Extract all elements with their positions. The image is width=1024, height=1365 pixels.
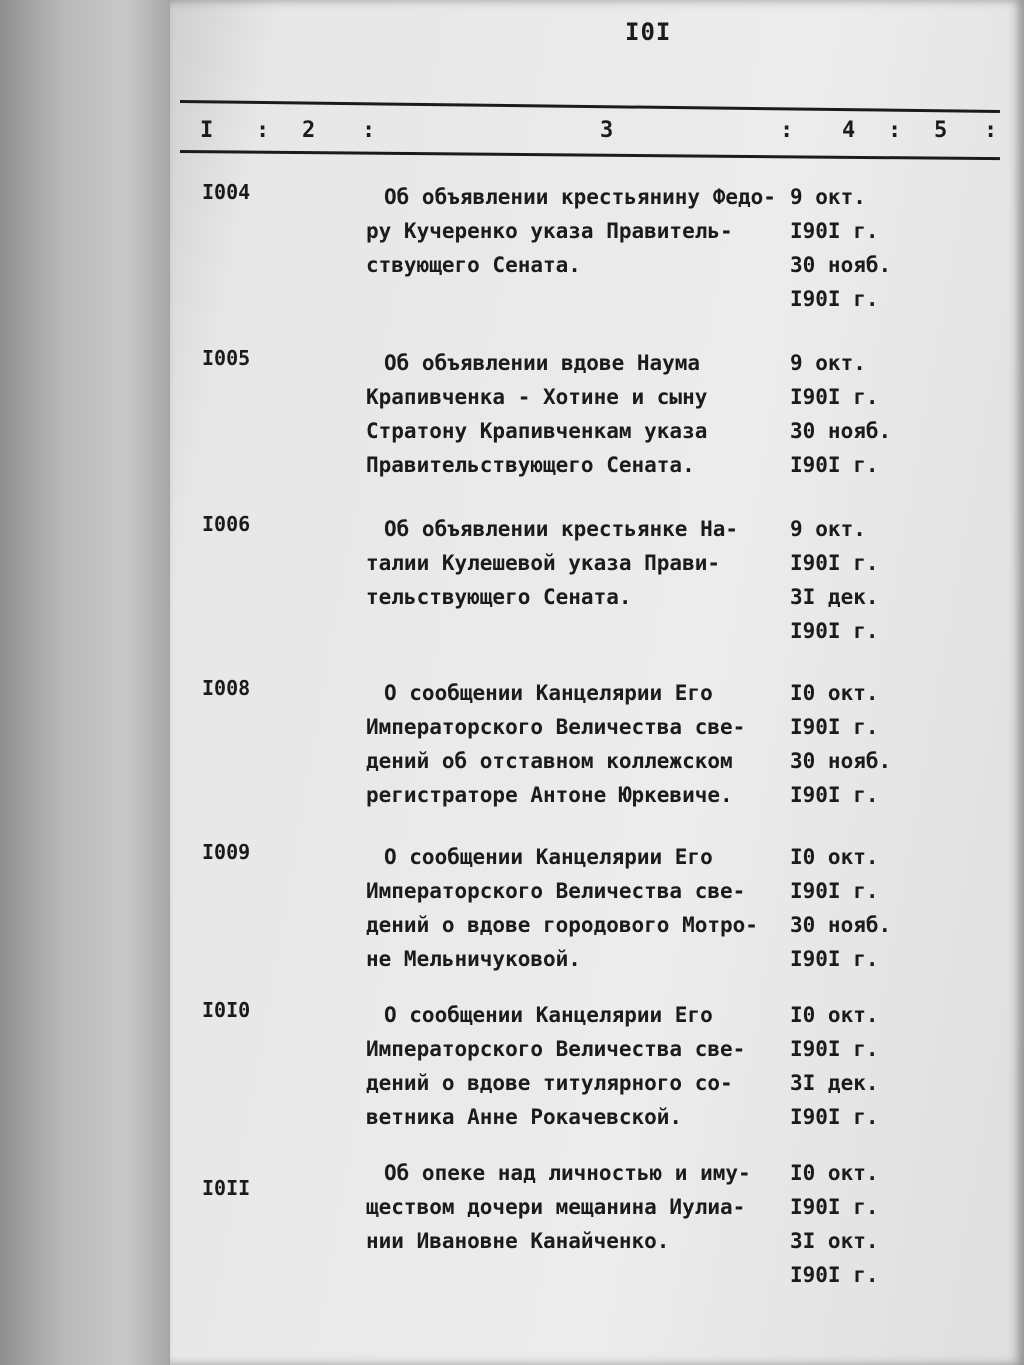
entry-dates [790, 998, 900, 1134]
date-line: I90I г. [790, 385, 879, 409]
date-line: 9 окт. [790, 517, 866, 541]
desc-line: Императорского Величества све- [366, 879, 746, 903]
entry-description [366, 512, 796, 614]
date-line: I0 окт. [790, 845, 879, 869]
desc-line: ствующего Сената. [366, 253, 581, 277]
entry-description [366, 676, 796, 812]
date-line: 30 нояб. [790, 749, 892, 773]
date-line: I90I г. [790, 783, 879, 807]
desc-line: ществом дочери мещанина Иулиа- [366, 1195, 746, 1219]
entry-number: I009 [202, 840, 251, 864]
desc-line: ру Кучеренко указа Правитель- [366, 219, 733, 243]
left-page-edge [0, 0, 180, 1365]
desc-line: ветника Анне Рокачевской. [366, 1105, 683, 1129]
entry-description [366, 346, 796, 482]
date-line: I0 окт. [790, 681, 879, 705]
desc-line: талии Кулешевой указа Прави- [366, 551, 721, 575]
date-line: 30 нояб. [790, 253, 892, 277]
desc-line: Императорского Величества све- [366, 715, 746, 739]
desc-line: О сообщении Канцелярии Его [384, 1003, 713, 1027]
date-line: I90I г. [790, 619, 879, 643]
entry-dates [790, 676, 900, 812]
header-col-2: 2 [302, 118, 316, 143]
desc-line: Крапивченка - Хотине и сыну [366, 385, 708, 409]
entry-number: I0I0 [202, 998, 251, 1022]
desc-line: Об объявлении крестьянке На- [384, 517, 739, 541]
header-col-1: I [200, 118, 214, 143]
desc-line: не Мельничуковой. [366, 947, 581, 971]
document-page [170, 0, 1024, 1365]
date-line: 3I дек. [790, 585, 879, 609]
entry-description [366, 840, 796, 976]
date-line: 9 окт. [790, 185, 866, 209]
date-line: I90I г. [790, 551, 879, 575]
date-line: I90I г. [790, 1105, 879, 1129]
header-sep: : [362, 118, 376, 143]
entry-number: I0II [202, 1176, 251, 1200]
date-line: I0 окт. [790, 1003, 879, 1027]
desc-line: дений об отставном коллежском [366, 749, 733, 773]
entry-description [366, 998, 796, 1134]
date-line: I90I г. [790, 947, 879, 971]
header-sep: : [256, 118, 270, 143]
header-col-4: 4 [842, 118, 856, 143]
entry-dates [790, 512, 900, 648]
date-line: I90I г. [790, 1037, 879, 1061]
header-rule-top [180, 100, 1000, 113]
date-line: I90I г. [790, 715, 879, 739]
header-rule-bottom [180, 150, 1000, 160]
date-line: I0 окт. [790, 1161, 879, 1185]
date-line: I90I г. [790, 1263, 879, 1287]
date-line: I90I г. [790, 879, 879, 903]
date-line: 3I дек. [790, 1071, 879, 1095]
desc-line: О сообщении Канцелярии Его [384, 681, 713, 705]
desc-line: нии Ивановне Канайченко. [366, 1229, 670, 1253]
date-line: 9 окт. [790, 351, 866, 375]
desc-line: Императорского Величества све- [366, 1037, 746, 1061]
header-sep: : [984, 118, 998, 143]
header-col-3: 3 [600, 118, 614, 143]
date-line: I90I г. [790, 1195, 879, 1219]
page-number: I0I [625, 18, 672, 46]
date-line: I90I г. [790, 287, 879, 311]
header-sep: : [888, 118, 902, 143]
date-line: 30 нояб. [790, 913, 892, 937]
entry-dates [790, 1156, 900, 1292]
entry-dates [790, 346, 900, 482]
desc-line: тельствующего Сената. [366, 585, 632, 609]
entry-dates [790, 180, 900, 316]
entry-number: I006 [202, 512, 251, 536]
entry-description [366, 1156, 796, 1258]
date-line: 30 нояб. [790, 419, 892, 443]
header-col-5: 5 [934, 118, 948, 143]
desc-line: Стратону Крапивченкам указа [366, 419, 708, 443]
entry-description [366, 180, 796, 282]
desc-line: Об объявлении крестьянину Федо- [384, 185, 776, 209]
desc-line: регистраторе Антоне Юркевиче. [366, 783, 733, 807]
entry-number: I005 [202, 346, 251, 370]
desc-line: дений о вдове городового Мотро- [366, 913, 758, 937]
date-line: I90I г. [790, 219, 879, 243]
desc-line: О сообщении Канцелярии Его [384, 845, 713, 869]
date-line: I90I г. [790, 453, 879, 477]
entry-dates [790, 840, 900, 976]
date-line: 3I окт. [790, 1229, 879, 1253]
desc-line: Об опеке над личностью и иму- [384, 1161, 751, 1185]
header-sep: : [780, 118, 794, 143]
desc-line: дений о вдове титулярного со- [366, 1071, 733, 1095]
desc-line: Правительствующего Сената. [366, 453, 695, 477]
desc-line: Об объявлении вдове Наума [384, 351, 701, 375]
entry-number: I008 [202, 676, 251, 700]
entry-number: I004 [202, 180, 251, 204]
